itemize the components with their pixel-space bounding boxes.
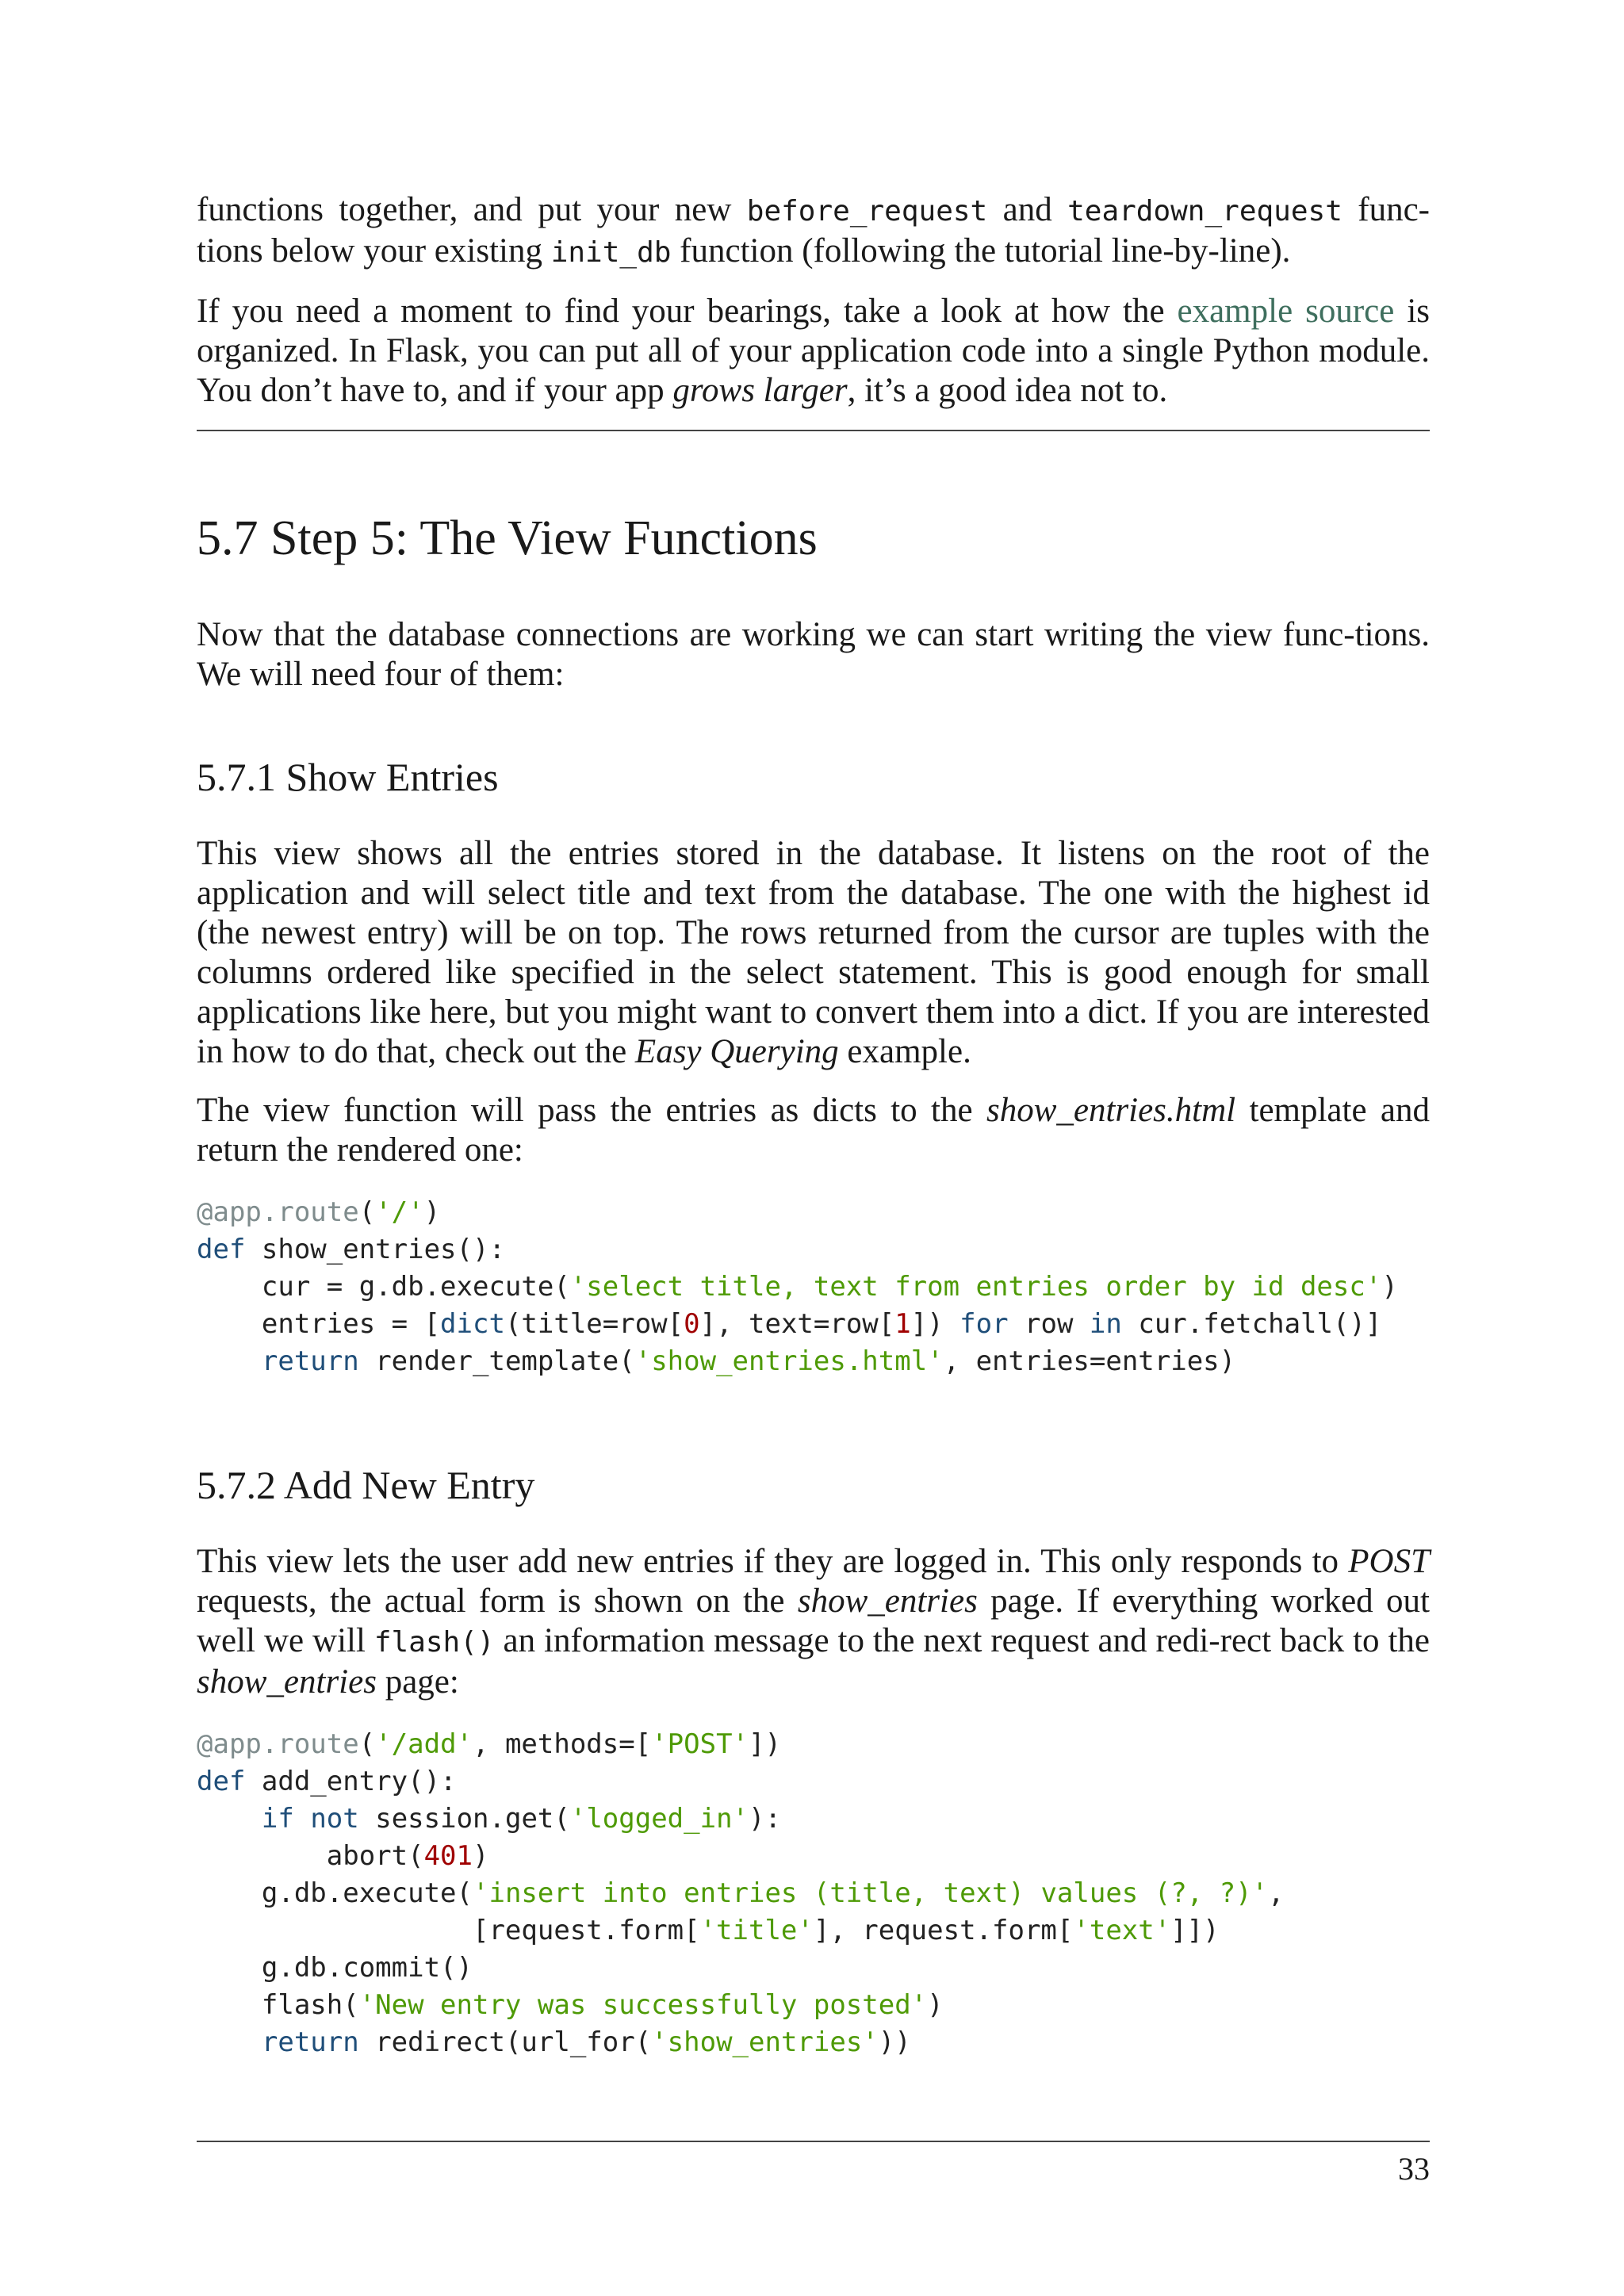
emphasis: POST: [1348, 1543, 1430, 1580]
code-line: @app.route('/add', methods=['POST']): [197, 1728, 781, 1760]
emphasis: Easy Querying: [634, 1033, 839, 1070]
inline-code: teardown_request: [1067, 195, 1342, 228]
inline-code: init_db: [550, 236, 672, 269]
code-line: cur = g.db.execute('select title, text from entries order by id desc'): [197, 1271, 1398, 1303]
code-block-add-entry: [197, 1726, 1430, 2061]
page-number: 33: [1398, 2151, 1430, 2187]
code-line: g.db.execute('insert into entries (title, text) values (?, ?)',: [197, 1877, 1285, 1909]
example-source-link[interactable]: example source: [1177, 293, 1395, 330]
emphasis: show_entries.html: [986, 1092, 1236, 1129]
text-run: page:: [376, 1663, 459, 1701]
inline-code: flash(): [373, 1626, 495, 1659]
code-line: g.db.commit(): [197, 1952, 473, 1984]
text-run: is organized. In Flask, you can put all of your application code into a single Python module. You don’t have to, and if your app: [197, 293, 1431, 409]
add-entry-paragraph: [197, 1542, 1430, 1702]
text-run: This view shows all the entries stored in the database. It listens on the root of the application and will select title and text from the database. The one with the highest id (the newest entry) will be on top. The rows returned from the cursor are tuples with the columns ordered like specified in the select statement. This is good enough for small applications like here, but you might want to convert them into a dict. If you are interested in how to do that, check out the: [197, 835, 1430, 1070]
code-line: if not session.get('logged_in'):: [261, 1803, 781, 1835]
text-run: and: [987, 191, 1068, 228]
text-run: function (following the tutorial line-by-line).: [671, 232, 1291, 270]
code-line: def add_entry():: [197, 1766, 457, 1797]
emphasis: show_entries: [797, 1582, 978, 1620]
text-run: an information message to the next request and redi-rect back to the: [494, 1622, 1430, 1659]
text-run: func-tions below your existing: [197, 191, 1430, 270]
show-entries-paragraph-1: [197, 834, 1430, 1072]
code-line: @app.route('/'): [197, 1196, 441, 1228]
text-run: example.: [838, 1033, 971, 1070]
text-run: , it’s a good idea not to.: [847, 372, 1168, 409]
code-line: [request.form['title'], request.form['text']]): [197, 1915, 1220, 1946]
section-intro: Now that the database connections are working we can start writing the view func-tions. We will need four of them:: [197, 616, 1430, 693]
text-run: If you need a moment to find your bearings, take a look at how the: [197, 293, 1178, 330]
code-line: entries = [dict(title=row[0], text=row[1]) for row in cur.fetchall()]: [197, 1308, 1382, 1340]
section-divider: [197, 430, 1430, 431]
show-entries-paragraph-2: [197, 1091, 1430, 1170]
text-run: functions together, and put your new: [197, 191, 747, 228]
footer-divider: [197, 2141, 1430, 2142]
subsection-title-add-entry: 5.7.2 Add New Entry: [197, 1463, 535, 1507]
text-run: template and return the rendered one:: [197, 1092, 1431, 1169]
text-run: The view function will pass the entries as dicts to the: [197, 1092, 986, 1129]
emphasis: grows larger: [672, 372, 848, 409]
emphasis: show_entries: [197, 1663, 377, 1701]
text-run: This view lets the user add new entries if they are logged in. This only responds to: [197, 1543, 1349, 1580]
section-title: 5.7 Step 5: The View Functions: [197, 511, 818, 565]
code-line: return render_template('show_entries.html', entries=entries): [261, 1345, 1236, 1377]
inline-code: before_request: [746, 195, 988, 228]
text-run: requests, the actual form is shown on the: [197, 1582, 798, 1620]
code-block-show-entries: [197, 1194, 1430, 1380]
intro-paragraph-1: [197, 190, 1430, 273]
page-content: [197, 190, 1430, 2061]
code-line: abort(401): [197, 1840, 489, 1872]
subsection-title-show-entries: 5.7.1 Show Entries: [197, 755, 499, 799]
code-line: def show_entries():: [197, 1234, 505, 1265]
code-line: flash('New entry was successfully posted'): [197, 1989, 944, 2021]
text-run: page. If everything worked out well we will: [197, 1582, 1430, 1659]
code-line: return redirect(url_for('show_entries')): [261, 2026, 911, 2058]
intro-paragraph-2: [197, 292, 1430, 411]
